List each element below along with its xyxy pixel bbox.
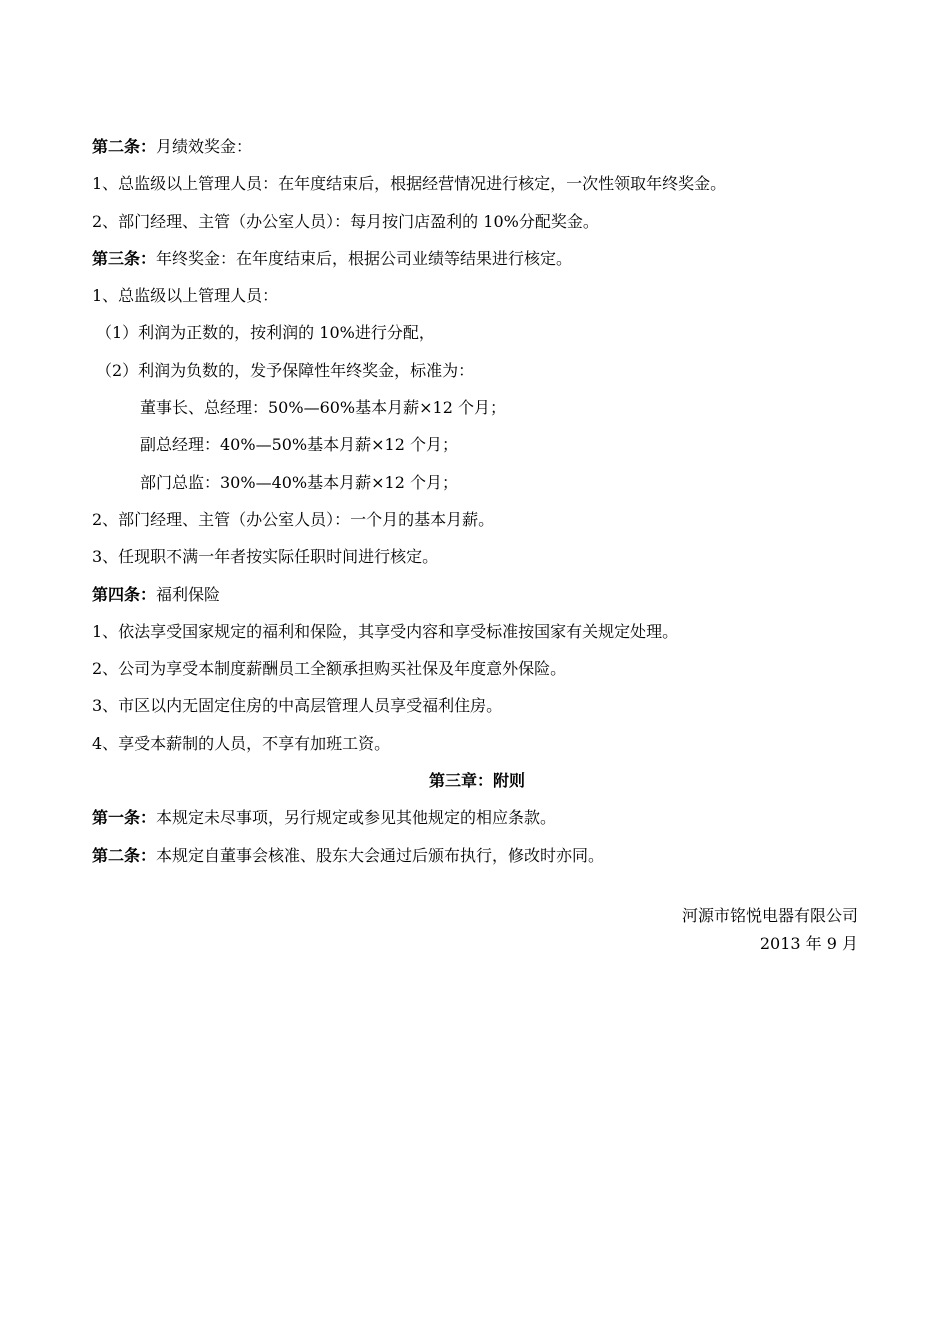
article-2-item-2: 2、部门经理、主管（办公室人员）：每月按门店盈利的 10%分配奖金。 (92, 211, 599, 231)
article-2-label: 第二条： (92, 137, 157, 156)
chapter-3-article-2 (92, 837, 862, 874)
article-3-label: 第三条： (92, 248, 157, 268)
company-name: 河源市铭悦电器有限公司 (681, 906, 858, 925)
standard-dept-director: 部门总监：30%—40%基本月薪×12 个月； (140, 472, 458, 492)
chapter-3-article-2-text: 本规定自董事会核准、股东大会通过后颁布执行，修改时亦同。 (156, 845, 605, 865)
article-3-item-3: 3、任现职不满一年者按实际任职时间进行核定。 (92, 547, 439, 567)
chapter-3-title: 第三章：附则 (428, 771, 525, 791)
standard-chairman: 董事长、总经理：50%—60%基本月薪×12 个月； (140, 398, 506, 418)
article-4-heading-line (92, 576, 862, 613)
article-2-title: 月绩效奖金： (156, 137, 253, 156)
article-4-item-1: 1、依法享受国家规定的福利和保险，其享受内容和享受标准按国家有关规定处理。 (92, 621, 679, 641)
article-3-title: 年终奖金：在年度结束后，根据公司业绩等结果进行核定。 (156, 248, 573, 268)
article-3-item-2: 2、部门经理、主管（办公室人员）：一个月的基本月薪。 (92, 509, 495, 529)
article-4-item-2: 2、公司为享受本制度薪酬员工全额承担购买社保及年度意外保险。 (92, 659, 567, 679)
article-4-item-4: 4、享受本薪制的人员，不享有加班工资。 (92, 733, 391, 753)
article-3-heading-line (92, 240, 862, 277)
signature-block (682, 902, 858, 958)
article-4-item-3: 3、市区以内无固定住房的中高层管理人员享受福利住房。 (92, 696, 503, 716)
document-body (92, 128, 862, 874)
chapter-3-article-1 (92, 799, 862, 836)
article-4-title: 福利保险 (156, 584, 221, 604)
article-3-sub-1: （1）利润为正数的，按利润的 10%进行分配， (96, 323, 435, 343)
chapter-3-article-2-label: 第二条： (92, 845, 157, 865)
article-2-item-1: 1、总监级以上管理人员：在年度结束后，根据经营情况进行核定，一次性领取年终奖金。 (92, 174, 727, 194)
article-3-sub-2: （2）利润为负数的，发予保障性年终奖金，标准为： (96, 360, 475, 380)
article-2-heading-line (92, 128, 862, 165)
chapter-3-article-1-text: 本规定未尽事项，另行规定或参见其他规定的相应条款。 (156, 808, 557, 828)
article-3-item-1: 1、总监级以上管理人员： (92, 286, 279, 306)
chapter-3-article-1-label: 第一条： (92, 808, 157, 828)
standard-deputy-gm: 副总经理：40%—50%基本月薪×12 个月； (140, 435, 458, 455)
signature-date: 2013 年 9 月 (759, 934, 858, 953)
article-4-label: 第四条： (92, 584, 157, 604)
